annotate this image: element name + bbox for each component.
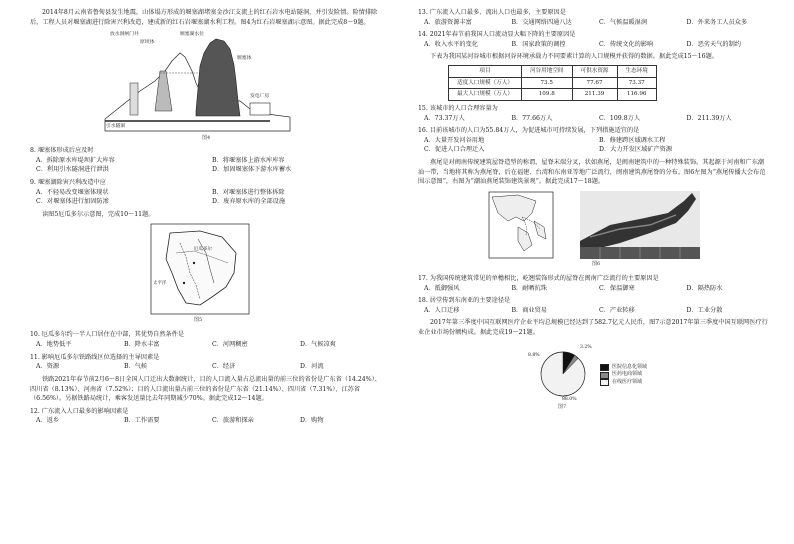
q17-option-a: A．抵御强风: [424, 284, 460, 292]
legend-swatch: [600, 379, 609, 386]
q8-option-b: B．将堰塞体上游水库库容: [212, 156, 285, 164]
q13-option-a: A．旅游资源丰富: [424, 18, 472, 26]
swallowtail-spread-map: [488, 191, 554, 259]
legend-label: 医院信息化领域: [612, 363, 648, 370]
question-15: 15. 该城市的人口合理容量为: [418, 105, 498, 113]
figure-4: [100, 31, 300, 143]
figure-6: [488, 191, 708, 271]
label-dam-body: 原坝体: [140, 40, 155, 46]
question-16: 16. 目前该城市的人口为55.84万人，为促进城市可持续发展，下列措施适宜的是: [418, 127, 640, 135]
table-header-row: [449, 66, 657, 78]
intro-paragraph-2: 读图5厄瓜多尔示意图，完成10～11题。: [42, 210, 155, 218]
table-cell: 73.5: [521, 77, 572, 89]
figure-5-caption: 图5: [194, 317, 203, 324]
q15-option-b: B．77.66万人: [511, 114, 553, 122]
q14-option-a: A．收入水平的变化: [424, 40, 478, 48]
q11-option-a: A．资源: [36, 363, 60, 371]
q12-option-c: C．旅游和探亲: [212, 417, 254, 425]
dam-diagram: [100, 31, 300, 135]
question-10-options: [30, 340, 382, 350]
q9-option-b: B．对堰塞体进行整体拆除: [212, 188, 285, 196]
question-14: 14. 2021年春节前我国人口流动显大幅下降的主要原因是: [418, 31, 576, 39]
q12-option-b: B．工作需要: [124, 417, 160, 425]
q10-option-d: D．气候凉爽: [300, 341, 336, 349]
q18-option-b: B．商业贸易: [511, 306, 547, 314]
q13-option-c: C．气候温暖湿润: [599, 18, 648, 26]
intro-paragraph-4: 下表为我国某河谷城市根据河谷环境承载力不同要素计算的人口规模并获得的数据。据此完成15～16题。: [430, 53, 718, 61]
label-water-level: 堰塞湖水位: [180, 32, 204, 38]
legend-item: [600, 371, 647, 379]
table-cell: 73.37: [617, 77, 656, 89]
q15-option-d: D．211.39万人: [686, 114, 732, 122]
question-18-options: [418, 306, 768, 316]
label-barrier: 堰塞体: [237, 56, 252, 62]
figure-5: [150, 223, 250, 327]
table-cell: 211.39: [572, 89, 617, 101]
q14-option-b: B．国家政策的调控: [511, 40, 566, 48]
q16-option-d: D．大力开发区域矿产资源: [599, 146, 673, 154]
q13-option-d: D．外来务工人员众多: [686, 18, 748, 26]
question-16-options: [418, 136, 768, 155]
table-header-cell: 生态环境: [617, 66, 656, 78]
intro-paragraph-1: 2014年8月云南省鲁甸县发生地震，山体塌方形成的堰塞湖堵塞金沙江支流上的红石岩水电站隧洞，并引发险情。险情排除后，工程人员对堰塞湖进行除害兴利改造，建成新的红石岩堰塞湖水利工程。图4为红石岩堰塞湖示意图。据此完成8～9题。: [30, 9, 378, 26]
q11-option-c: C．经济: [212, 363, 236, 371]
table-cell: 109.8: [521, 89, 572, 101]
pie-legend: [600, 364, 647, 387]
table-cell: 适度人口规模（万人）: [449, 77, 522, 89]
question-17-options: [418, 284, 768, 294]
q16-option-c: C．促进人口合理迁入: [424, 146, 485, 154]
left-column: [30, 8, 382, 426]
q10-option-a: A．地势低平: [36, 341, 72, 349]
label-pacific: 太平洋: [153, 281, 167, 287]
table-header-cell: 河谷用地空间: [521, 66, 572, 78]
figure-6-caption: 图6: [592, 260, 601, 267]
q8-option-c: C．利用引水隧洞进行泄洪: [36, 166, 109, 174]
q10-option-c: C．河网稠密: [212, 341, 248, 349]
pie-label-8-8: 8.8%: [528, 352, 540, 358]
table-row: [449, 77, 657, 89]
q15-option-c: C．109.8万人: [599, 114, 641, 122]
q9-option-c: C．对堰塞体进行加固防渗: [36, 198, 109, 206]
question-17: 17. 为我国传统建筑常见的单檐相比，屹翘装饰形式的屋脊在闽南广泛流行的主要原因是: [418, 274, 659, 282]
legend-item: [600, 379, 647, 387]
question-12-options: [30, 416, 382, 426]
question-12: 12. 广东流入人口最多的影响因素是: [30, 407, 129, 415]
question-11: 11. 影响厄瓜多尔铁路线区位选择的主导因素是: [30, 353, 160, 361]
legend-label: 医药电商领域: [612, 371, 643, 378]
question-10: 10. 厄瓜多尔约一半人口居住在中部，其优势自然条件是: [30, 331, 185, 339]
figure-4-caption: 图4: [202, 135, 211, 142]
right-column: [418, 8, 768, 410]
q18-option-a: A．人口迁移: [424, 306, 460, 314]
q11-option-b: B．气候: [124, 363, 148, 371]
q18-option-c: C．产业转移: [599, 306, 635, 314]
q15-option-a: A．73.37万人: [424, 114, 465, 122]
table-header-cell: 项目: [449, 66, 522, 78]
legend-swatch: [600, 372, 609, 379]
question-14-options: [418, 40, 768, 50]
q8-option-a: A．拆除原水库堤坝扩大库容: [36, 156, 115, 164]
q9-option-a: A．不轻易改变堰塞体现状: [36, 188, 109, 196]
q18-option-d: D．工业分散: [686, 306, 723, 314]
q14-option-c: C．传统文化的影响: [599, 40, 654, 48]
ecuador-map: [150, 223, 250, 319]
label-tunnel: 引水隧洞: [106, 124, 126, 130]
table-cell: 116.96: [617, 89, 656, 101]
q17-option-d: D．隔热防水: [686, 284, 723, 292]
q12-option-a: A．返乡: [36, 417, 60, 425]
question-15-options: [418, 114, 768, 124]
q16-option-a: A．大量开发河谷用地: [424, 136, 485, 144]
q14-option-d: D．恶劣天气的制约: [686, 40, 741, 48]
question-8-options: [30, 156, 382, 175]
label-power-plant: 发电厂房: [250, 94, 270, 100]
intro-paragraph-3: 铁路2021年春节前2月6～8日全国人口迁出大数据统计，目的人口流入量占总流出量的前三位的省份是广东省（14.24%）、四川省（8.13%）、河南省（7.52%）；目的人口流出量占前三位的省份是广东省（21.14%）、四川省（7.31%）、江苏省（6.56%）。另据铁路局统计，乘客发送量比去年同期减少70%。据此完成12～14题。: [30, 375, 381, 403]
q17-option-c: C．保温御寒: [599, 284, 635, 292]
q13-option-b: B．交通网络四通八达: [511, 18, 572, 26]
pie-label-88: 88.0%: [562, 396, 577, 402]
table-cell: 77.67: [572, 77, 617, 89]
question-13: 13. 广东流入人口最多、流出人口也最多，主要原因是: [418, 9, 566, 16]
q8-option-d: D．加固堰塞体下游水库蓄水: [212, 166, 292, 174]
legend-label: 在线医疗领域: [612, 379, 643, 386]
table-header-cell: 可供水资源: [572, 66, 617, 78]
q11-option-d: D．河流: [300, 363, 324, 371]
question-9-options: [30, 188, 382, 207]
figure-7-caption: 图7: [558, 403, 567, 410]
question-18: 18. 居堂传到东南亚的主要途径是: [418, 297, 511, 305]
population-table: [448, 65, 657, 101]
q12-option-d: D．购物: [300, 417, 324, 425]
swallowtail-roof-photo: [580, 191, 700, 259]
question-11-options: [30, 362, 382, 372]
q10-option-b: B．降水丰富: [124, 341, 160, 349]
q16-option-b: B．修建跨区域调水工程: [599, 136, 666, 144]
q17-option-b: B．耐晒抗珠: [511, 284, 547, 292]
legend-swatch: [600, 364, 609, 371]
pie-label-3-2: 3.2%: [580, 344, 592, 350]
table-row: [449, 89, 657, 101]
question-13-options: [418, 18, 768, 28]
table-cell: 最大人口规模（万人）: [449, 89, 522, 101]
figure-7: [528, 342, 668, 408]
intro-paragraph-6: 2017年第三季度中国互联网医疗企业平均总规模已经达到了582.7亿元人民币，图7示意2017年第三季度中国互联网医疗行业企业市场份额构成。据此完成19～21题。: [418, 319, 768, 336]
intro-paragraph-5: 燕尾是对闽南传统建筑屋脊造型的称谓，屋脊末端分叉，状如燕尾，是闽南建筑中的一种特殊装饰。其起源于河南和广东潮汕一带，当地将其称为燕尾脊，后在福建、台湾和东南亚等地广泛流行，闽南建筑燕尾脊的分布。图6左图为“燕尾传播大会布范围示意图”，右图为“潮汕燕尾装饰建筑景观”。据此完成17～18题。: [418, 159, 766, 186]
q9-option-d: D．废弃原水库的全部设施: [212, 198, 286, 206]
label-ecuador: 厄瓜多尔: [194, 247, 212, 253]
question-8: 8. 堰塞体形成后应及时: [30, 147, 94, 155]
label-dam-gate: 放水洞闸门井: [110, 32, 139, 38]
question-9: 9. 堰塞湖除害兴利改造中应: [30, 179, 106, 187]
